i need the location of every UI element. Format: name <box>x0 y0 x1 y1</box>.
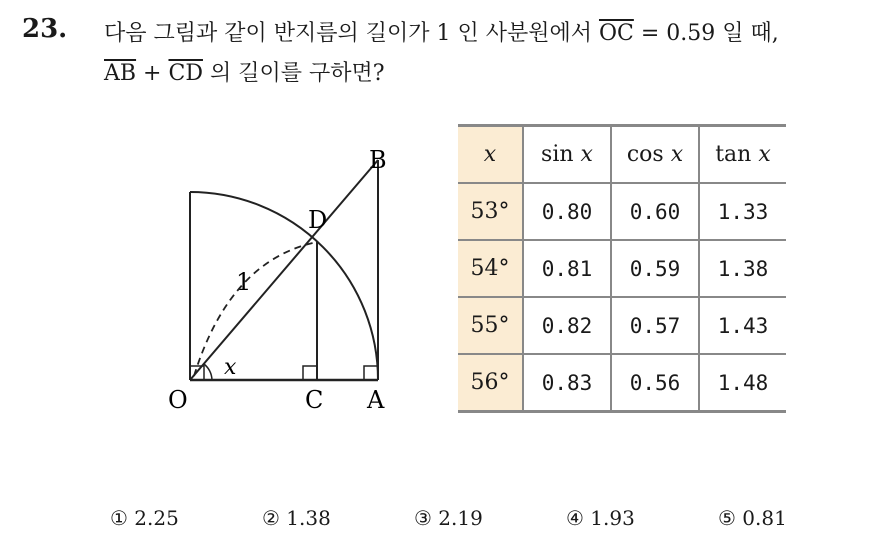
table-header-cell: tan x <box>699 126 786 184</box>
choice-mark: ② <box>262 506 280 530</box>
table-header-row <box>458 126 786 184</box>
table-header-cell: x <box>458 126 523 184</box>
choice-4[interactable] <box>566 506 635 530</box>
table-cell-tan: 1.38 <box>699 240 786 297</box>
table-header-cell: cos x <box>611 126 699 184</box>
choice-mark: ⑤ <box>718 506 736 530</box>
header-variable-x: x <box>580 142 593 167</box>
right-angle-c <box>303 366 317 380</box>
choice-mark: ③ <box>414 506 432 530</box>
choice-value: 2.25 <box>134 506 179 530</box>
table-cell-cos: 0.56 <box>611 354 699 412</box>
table-cell-tan: 1.33 <box>699 183 786 240</box>
question-text-line1 <box>104 16 779 47</box>
segment-oc: $\overline{OC}$ <box>598 21 634 46</box>
label-o: O <box>168 386 188 414</box>
line-ob <box>190 160 378 380</box>
table-cell-angle: 54° <box>458 240 523 297</box>
table-row <box>458 240 786 297</box>
label-radius: 1 <box>236 268 252 296</box>
choice-1[interactable] <box>110 506 179 530</box>
quarter-circle-figure <box>160 140 420 430</box>
choice-value: 0.81 <box>742 506 787 530</box>
table-cell-sin: 0.82 <box>523 297 611 354</box>
table-cell-tan: 1.43 <box>699 297 786 354</box>
segment-ab: $\overline{AB}$ <box>104 61 137 86</box>
question-text-part: 다음 그림과 같이 반지름의 길이가 1 인 사분원에서 <box>104 21 599 46</box>
plus-sign: + <box>136 61 169 86</box>
label-a: A <box>367 386 385 414</box>
question-text-part: = 0.59 일 때, <box>633 21 779 46</box>
question-text-line2 <box>104 56 385 87</box>
question-number: 23. <box>22 14 68 44</box>
table-header-cell: sin x <box>523 126 611 184</box>
radius-dashed-arc <box>194 242 317 376</box>
table-cell-sin: 0.80 <box>523 183 611 240</box>
header-variable-x: x <box>758 142 771 167</box>
choice-2[interactable] <box>262 506 331 530</box>
table-cell-cos: 0.59 <box>611 240 699 297</box>
question-text-part: 의 길이를 구하면? <box>202 61 385 86</box>
table-cell-sin: 0.83 <box>523 354 611 412</box>
label-angle-x: x <box>224 355 237 380</box>
choice-mark: ④ <box>566 506 584 530</box>
choice-value: 1.93 <box>590 506 635 530</box>
table-cell-sin: 0.81 <box>523 240 611 297</box>
table-cell-cos: 0.57 <box>611 297 699 354</box>
right-angle-a <box>364 366 378 380</box>
label-c: C <box>305 386 324 414</box>
table-row <box>458 354 786 412</box>
header-variable-x: x <box>670 142 684 167</box>
label-d: D <box>308 206 328 234</box>
angle-arc-x <box>204 364 212 380</box>
label-b: B <box>369 146 387 174</box>
quarter-arc <box>190 192 378 380</box>
table-row <box>458 297 786 354</box>
choice-3[interactable] <box>414 506 483 530</box>
trig-table <box>458 124 786 413</box>
table-cell-cos: 0.60 <box>611 183 699 240</box>
choice-5[interactable] <box>718 506 787 530</box>
segment-cd: $\overline{CD}$ <box>168 61 203 86</box>
table-cell-tan: 1.48 <box>699 354 786 412</box>
table-cell-angle: 56° <box>458 354 523 412</box>
table-row <box>458 183 786 240</box>
table-cell-angle: 55° <box>458 297 523 354</box>
table-cell-angle: 53° <box>458 183 523 240</box>
choice-mark: ① <box>110 506 128 530</box>
choice-value: 2.19 <box>438 506 483 530</box>
choice-value: 1.38 <box>286 506 331 530</box>
